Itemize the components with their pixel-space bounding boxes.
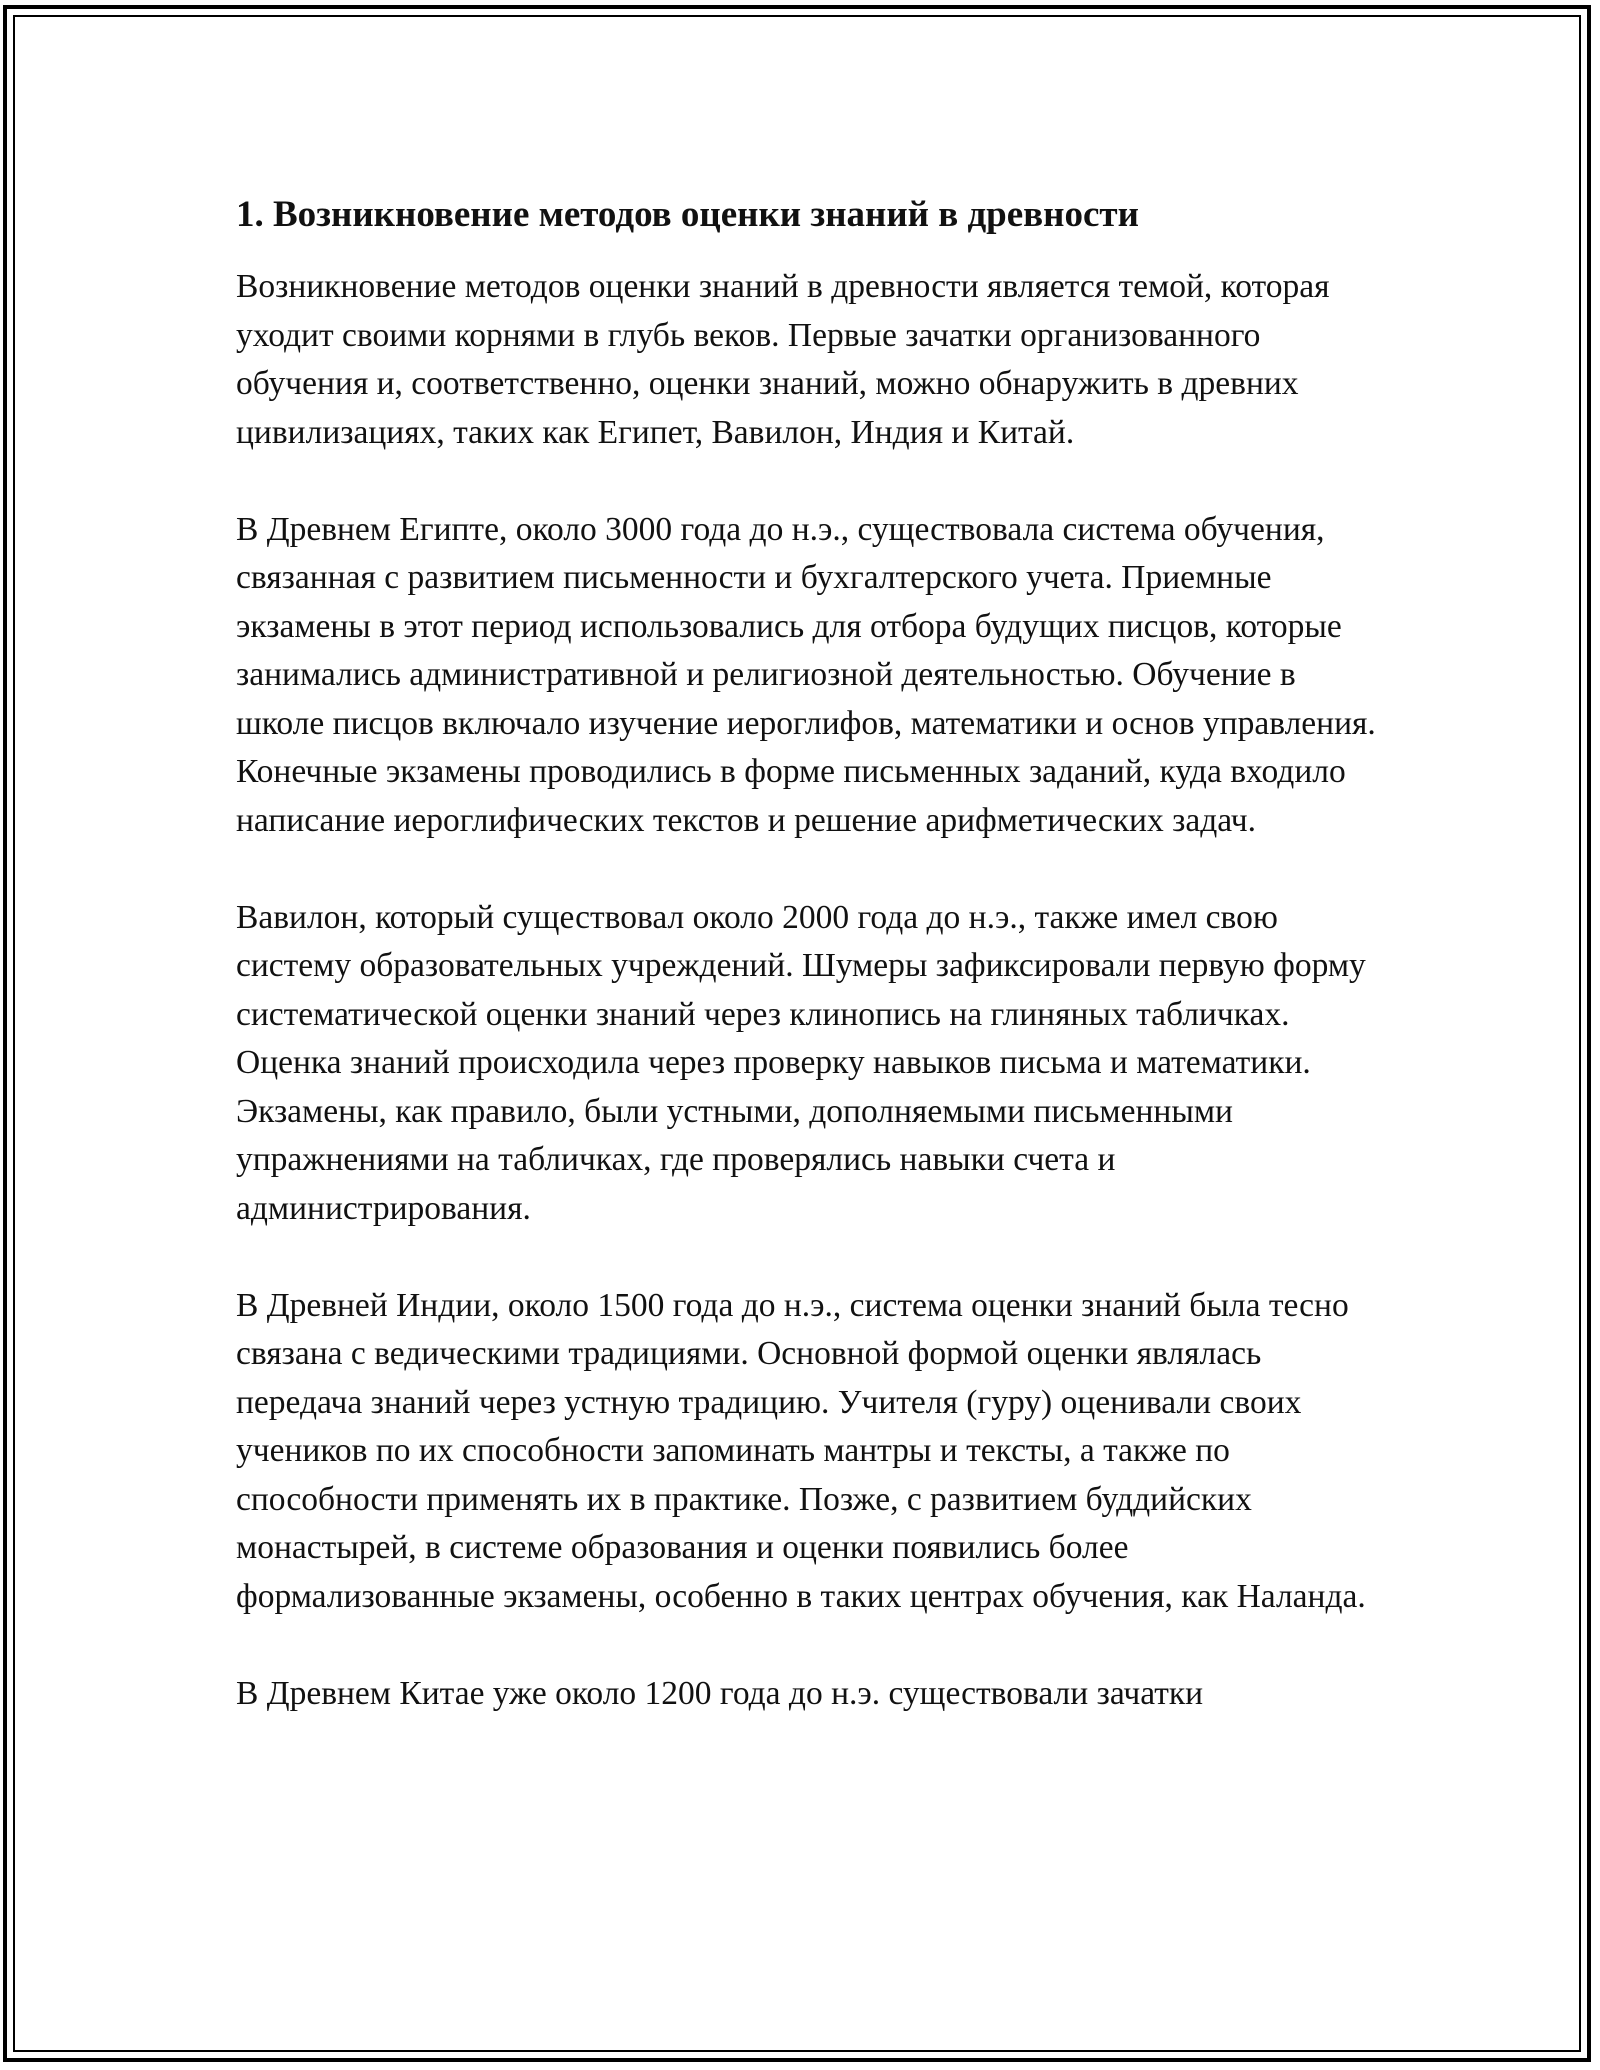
document-body xyxy=(236,187,1376,1767)
section-heading: 1. Возникновение методов оценки знаний в древности xyxy=(236,194,1139,235)
paragraph-china: В Древнем Китае уже около 1200 года до н.э. существовали зачатки xyxy=(236,1674,1204,1712)
paragraph-intro: Возникновение методов оценки знаний в древности является темой, которая уходит своими корнями в глубь веков. Первые зачатки организованного обучения и, соответственно, оценки знаний, можно обнаружить в древних цивилизациях, таких как Египет, Вавилон, Индия и Китай. xyxy=(236,268,1330,451)
paragraph-egypt: В Древнем Египте, около 3000 года до н.э., существовала система обучения, связанная с развитием письменности и бухгалтерского учета. Приемные экзамены в этот период использовались для отбора будущих писцов, которые занимались административной и религиозной деятельностью. Обучение в школе писцов включало изучение иероглифов, математики и основ управления. Конечные экзамены проводились в форме письменных заданий, куда входило написание иероглифических текстов и решение арифметических задач. xyxy=(236,510,1376,839)
paragraph-babylon: Вавилон, который существовал около 2000 года до н.э., также имел свою систему образовательных учреждений. Шумеры зафиксировали первую форму систематической оценки знаний через клинопись на глиняных табличках. Оценка знаний происходила через проверку навыков письма и математики. Экзамены, как правило, были устными, дополняемыми письменными упражнениями на табличках, где проверялись навыки счета и администрирования. xyxy=(236,898,1366,1227)
paragraph-india: В Древней Индии, около 1500 года до н.э., система оценки знаний была тесно связана с ведическими традициями. Основной формой оценки являлась передача знаний через устную традицию. Учителя (гуру) оценивали своих учеников по их способности запоминать мантры и тексты, а также по способности применять их в практике. Позже, с развитием буддийских монастырей, в системе образования и оценки появились более формализованные экзамены, особенно в таких центрах обучения, как Наланда. xyxy=(236,1286,1366,1615)
